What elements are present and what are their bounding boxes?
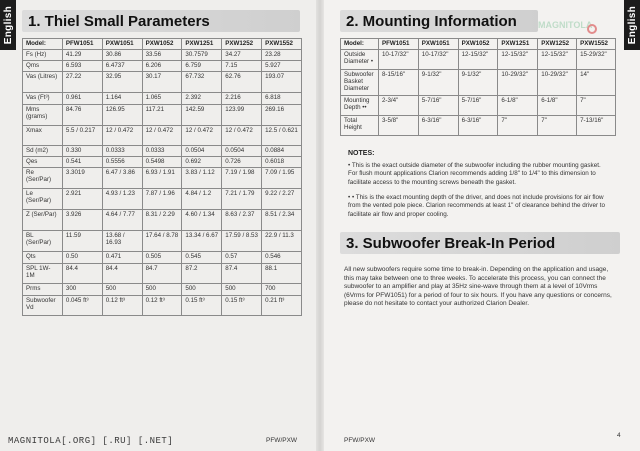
thiel-small-cell: 1.065 [142,93,182,105]
thiel-small-cell: 6.47 / 3.86 [102,168,142,189]
thiel-small-cell: 87.4 [222,264,262,284]
thiel-small-cell: 9.22 / 2.27 [262,189,302,210]
mounting-row-label: Outside Diameter • [341,50,379,70]
thiel-small-cell: 84.7 [142,264,182,284]
mounting-cell: 5-7/16" [458,96,498,116]
thiel-small-cell: 12 / 0.472 [182,126,222,146]
thiel-small-cell: 126.95 [102,105,142,126]
thiel-small-cell: 32.95 [102,72,142,93]
thiel-small-title: 1. Thiel Small Parameters [22,10,300,32]
mounting-cell: 7" [538,116,577,136]
thiel-small-cell: 4.84 / 1.2 [182,189,222,210]
mounting-header-cell: PFW1051 [378,39,418,50]
thiel-small-row-label: Qms [23,61,63,72]
thiel-small-row-label: BL (Ser/Par) [23,231,63,252]
thiel-small-cell: 0.0884 [262,146,302,157]
thiel-small-row-label: Xmax [23,126,63,146]
thiel-small-cell: 4.60 / 1.34 [182,210,222,231]
thiel-small-cell: 0.50 [62,252,102,264]
mounting-row [341,96,616,116]
mounting-table [340,38,616,136]
thiel-small-row [23,284,302,296]
mounting-header-cell: PXW1251 [498,39,538,50]
thiel-small-row [23,210,302,231]
thiel-small-cell: 0.961 [62,93,102,105]
thiel-small-cell: 12 / 0.472 [222,126,262,146]
thiel-small-row [23,146,302,157]
thiel-small-cell: 8.31 / 2.29 [142,210,182,231]
thiel-small-cell: 0.15 ft³ [182,296,222,316]
mounting-cell: 6-1/8" [538,96,577,116]
mounting-header-cell: PXW1252 [538,39,577,50]
thiel-small-row [23,105,302,126]
mounting-header-cell: PXW1051 [418,39,458,50]
thiel-small-row-label: Subwoofer Vd [23,296,63,316]
thiel-small-row [23,126,302,146]
thiel-small-cell: 6.4737 [102,61,142,72]
mounting-cell: 8-15/16" [378,70,418,96]
thiel-small-cell: 269.16 [262,105,302,126]
thiel-small-row-label: Vas (Ft³) [23,93,63,105]
thiel-small-header-row [23,39,302,50]
thiel-small-cell: 0.5498 [142,157,182,168]
thiel-small-header-cell: Model: [23,39,63,50]
thiel-small-row-label: Qes [23,157,63,168]
mounting-header-cell: PXW1552 [577,39,616,50]
thiel-small-cell: 0.541 [62,157,102,168]
thiel-small-cell: 23.28 [262,50,302,61]
mounting-cell: 7" [577,96,616,116]
mounting-cell: 6-3/16" [418,116,458,136]
language-tab-left-label: English [2,5,14,45]
thiel-small-cell: 4.64 / 7.77 [102,210,142,231]
mounting-cell: 10-17/32" [418,50,458,70]
thiel-small-cell: 5.5 / 0.217 [62,126,102,146]
thiel-small-cell: 30.7579 [182,50,222,61]
thiel-small-cell: 0.6018 [262,157,302,168]
thiel-small-row [23,61,302,72]
thiel-small-header-cell: PXW1052 [142,39,182,50]
mounting-cell: 14" [577,70,616,96]
thiel-small-cell: 4.93 / 1.23 [102,189,142,210]
thiel-small-cell: 7.19 / 1.98 [222,168,262,189]
mounting-cell: 9-1/32" [458,70,498,96]
mounting-row-label: Total Height [341,116,379,136]
thiel-small-row [23,231,302,252]
mounting-row-label: Mounting Depth •• [341,96,379,116]
thiel-small-row-label: Le (Ser/Par) [23,189,63,210]
mounting-cell: 7-13/16" [577,116,616,136]
thiel-small-cell: 3.83 / 1.12 [182,168,222,189]
thiel-small-cell: 11.59 [62,231,102,252]
thiel-small-row [23,252,302,264]
break-in-title: 3. Subwoofer Break-In Period [340,232,620,254]
thiel-small-cell: 0.726 [222,157,262,168]
thiel-small-row-label: Mms (grams) [23,105,63,126]
thiel-small-cell: 142.59 [182,105,222,126]
thiel-small-cell: 13.68 / 16.93 [102,231,142,252]
thiel-small-cell: 30.17 [142,72,182,93]
thiel-small-cell: 13.34 / 6.67 [182,231,222,252]
thiel-small-cell: 0.12 ft³ [102,296,142,316]
thiel-small-row [23,157,302,168]
thiel-small-cell: 6.593 [62,61,102,72]
thiel-small-cell: 500 [102,284,142,296]
thiel-small-row [23,72,302,93]
mounting-cell: 7" [498,116,538,136]
mounting-cell: 5-7/16" [418,96,458,116]
thiel-small-row-label: Fs (Hz) [23,50,63,61]
mounting-cell: 12-15/32" [458,50,498,70]
language-tab-left [0,0,16,50]
note-mounting-depth: • • This is the exact mounting depth of the driver, and does not include provisions for air flow from the vented pole piece. Clarion recommends at least 1" of clearance behind the driver to facilitate air flow and proper cooling. [348,194,606,218]
thiel-small-row-label: Vas (Litres) [23,72,63,93]
thiel-small-row [23,296,302,316]
mounting-cell: 9-1/32" [418,70,458,96]
thiel-small-cell: 2.216 [222,93,262,105]
thiel-small-cell: 2.921 [62,189,102,210]
thiel-small-row [23,264,302,284]
thiel-small-body [23,50,302,316]
thiel-small-cell: 7.21 / 1.79 [222,189,262,210]
thiel-small-header-cell: PXW1051 [102,39,142,50]
thiel-small-cell: 123.99 [222,105,262,126]
mounting-row [341,116,616,136]
thiel-small-cell: 7.87 / 1.96 [142,189,182,210]
thiel-small-cell: 41.29 [62,50,102,61]
thiel-small-cell: 22.9 / 11.3 [262,231,302,252]
notes-heading: NOTES: [348,150,375,157]
thiel-small-header-cell: PXW1552 [262,39,302,50]
thiel-small-cell: 7.15 [222,61,262,72]
mounting-row [341,70,616,96]
thiel-small-cell: 17.59 / 8.53 [222,231,262,252]
thiel-small-cell: 3.3019 [62,168,102,189]
thiel-small-cell: 7.09 / 1.95 [262,168,302,189]
thiel-small-cell: 3.926 [62,210,102,231]
thiel-small-cell: 193.07 [262,72,302,93]
thiel-small-cell: 30.86 [102,50,142,61]
note-outside-diameter: • This is the exact outside diameter of the subwoofer including the rubber mounting gasket. For flush mount applications Clarion recommends adding 1/8" to 1/4" to this dimension to facilitate access to the mounting screws beneath the gasket. [348,162,601,186]
thiel-small-cell: 500 [222,284,262,296]
mounting-cell: 6-3/16" [458,116,498,136]
thiel-small-cell: 0.5556 [102,157,142,168]
thiel-small-cell: 12.5 / 0.621 [262,126,302,146]
right-footer-model: PFW/PXW [344,437,376,444]
thiel-small-table [22,38,302,316]
thiel-small-cell: 8.51 / 2.34 [262,210,302,231]
watermark-text: MAGNITOLA[.ORG] [.RU] [.NET] [8,436,174,446]
thiel-small-row-label: Sd (m2) [23,146,63,157]
thiel-small-header-cell: PFW1051 [62,39,102,50]
thiel-small-cell: 6.818 [262,93,302,105]
thiel-small-cell: 87.2 [182,264,222,284]
thiel-small-row-label: Re (Ser/Par) [23,168,63,189]
thiel-small-cell: 0.21 ft³ [262,296,302,316]
thiel-small-cell: 0.0333 [102,146,142,157]
page-gutter [316,0,324,451]
thiel-small-cell: 34.27 [222,50,262,61]
thiel-small-cell: 0.505 [142,252,182,264]
thiel-small-row [23,50,302,61]
thiel-small-cell: 0.57 [222,252,262,264]
thiel-small-cell: 6.759 [182,61,222,72]
watermark-logo-text: MAGNITOLA [538,20,593,30]
thiel-small-header-cell: PXW1252 [222,39,262,50]
thiel-small-row [23,168,302,189]
watermark-logo [538,20,614,40]
thiel-small-cell: 84.4 [62,264,102,284]
thiel-small-cell: 0.692 [182,157,222,168]
thiel-small-cell: 84.4 [102,264,142,284]
mounting-header-cell: PXW1052 [458,39,498,50]
thiel-small-cell: 0.546 [262,252,302,264]
mounting-header-cell: Model: [341,39,379,50]
mounting-title: 2. Mounting Information [340,10,538,32]
mounting-row-label: Subwoofer Basket Diameter [341,70,379,96]
thiel-small-cell: 0.15 ft³ [222,296,262,316]
thiel-small-cell: 0.0504 [182,146,222,157]
thiel-small-row [23,189,302,210]
mounting-cell: 12-15/32" [498,50,538,70]
mounting-header-row [341,39,616,50]
thiel-small-cell: 6.93 / 1.91 [142,168,182,189]
thiel-small-cell: 0.12 ft³ [142,296,182,316]
thiel-small-cell: 500 [182,284,222,296]
thiel-small-cell: 700 [262,284,302,296]
mounting-row [341,50,616,70]
thiel-small-cell: 500 [142,284,182,296]
thiel-small-cell: 5.927 [262,61,302,72]
thiel-small-cell: 117.21 [142,105,182,126]
mounting-body [341,50,616,136]
thiel-small-cell: 8.63 / 2.37 [222,210,262,231]
thiel-small-cell: 1.164 [102,93,142,105]
thiel-small-cell: 67.732 [182,72,222,93]
thiel-small-cell: 27.22 [62,72,102,93]
thiel-small-cell: 12 / 0.472 [142,126,182,146]
page-number: 4 [617,432,621,439]
watermark-logo-ring [587,24,597,34]
thiel-small-cell: 0.0333 [142,146,182,157]
thiel-small-cell: 17.64 / 8.78 [142,231,182,252]
thiel-small-cell: 62.76 [222,72,262,93]
break-in-paragraph: All new subwoofers require some time to break-in. Depending on the application and usage, this may take between one to three weeks. To accelerate this process, you can connect the subwoofer to an amplifier and play at 35Hz sine-wave through them at a level of 10Vrms (6Vrms for PFW1051) for a period of four to six hours. If you have any questions or concerns, please do not hesitate to contact your authorized Clarion Dealer. [344,266,612,308]
thiel-small-row-label: Prms [23,284,63,296]
thiel-small-cell: 0.045 ft³ [62,296,102,316]
thiel-small-cell: 0.545 [182,252,222,264]
mounting-cell: 6-1/8" [498,96,538,116]
thiel-small-row-label: SPL 1W-1M [23,264,63,284]
mounting-cell: 15-29/32" [577,50,616,70]
thiel-small-cell: 88.1 [262,264,302,284]
thiel-small-cell: 2.392 [182,93,222,105]
left-footer-model: PFW/PXW [266,437,298,444]
thiel-small-row-label: Z (Ser/Par) [23,210,63,231]
thiel-small-cell: 0.471 [102,252,142,264]
mounting-cell: 12-15/32" [538,50,577,70]
mounting-cell: 10-29/32" [538,70,577,96]
language-tab-right [624,0,640,50]
thiel-small-cell: 33.56 [142,50,182,61]
thiel-small-cell: 12 / 0.472 [102,126,142,146]
thiel-small-header-cell: PXW1251 [182,39,222,50]
thiel-small-row-label: Qts [23,252,63,264]
mounting-cell: 10-17/32" [378,50,418,70]
thiel-small-row [23,93,302,105]
thiel-small-cell: 84.76 [62,105,102,126]
thiel-small-cell: 300 [62,284,102,296]
language-tab-right-label: English [626,5,638,45]
thiel-small-cell: 6.206 [142,61,182,72]
mounting-cell: 3-5/8" [378,116,418,136]
thiel-small-cell: 0.330 [62,146,102,157]
mounting-cell: 10-29/32" [498,70,538,96]
mounting-cell: 2-3/4" [378,96,418,116]
thiel-small-cell: 0.0504 [222,146,262,157]
